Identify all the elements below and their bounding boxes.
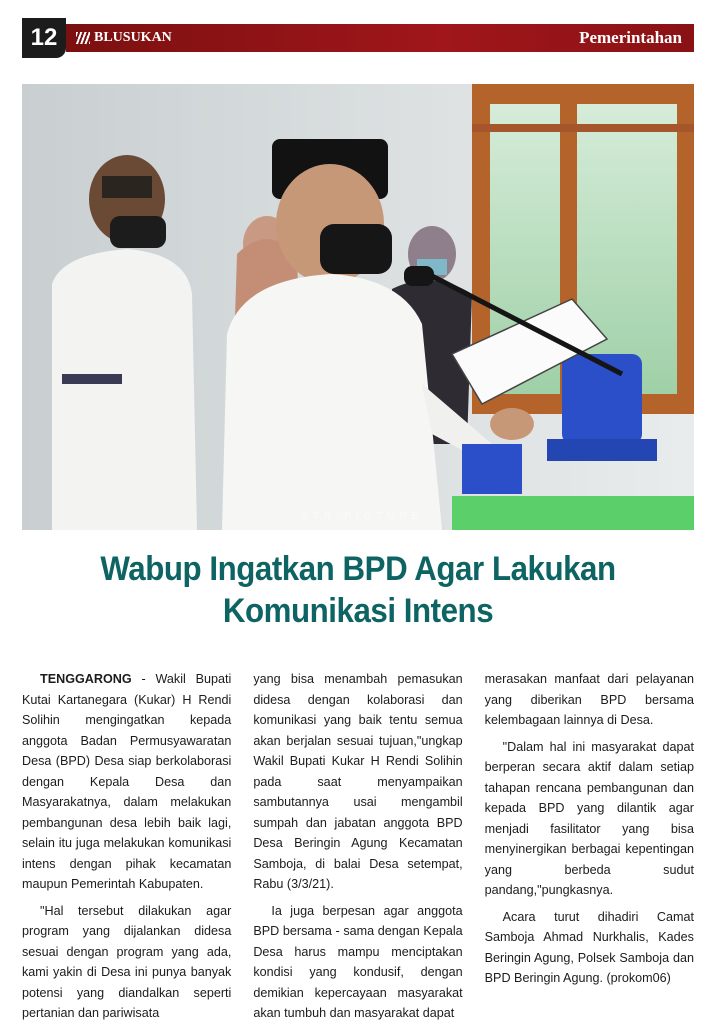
- paragraph-4: "Dalam hal ini masyarakat dapat berperan secara aktif dalam setiap tahapan rencana pembangunan dan kepada BPD yang dilantik agar menjadi fasilitator yang bisa menyinergikan berbagai kepentingan yang berbeda sudut pandang,"pungkasnya.: [484, 739, 694, 897]
- paragraph-3: Ia juga berpesan agar anggota BPD bersama - sama dengan Kepala Desa harus mampu menciptakan kondisi yang kondusif, dengan demikian kepercayaan masyarakat akan tumbuh dan masyarakat dapat: [253, 903, 463, 1020]
- paragraph-5: Acara turut dihadiri Camat Samboja Ahmad Nurkhalis, Kades Beringin Agung, Polsek Samboja dan BPD Beringin Agung. (prokom06): [484, 909, 694, 985]
- stripes-icon: [76, 32, 90, 44]
- article-photo: [22, 84, 694, 530]
- article-headline: [65, 548, 650, 632]
- paragraph-1: [22, 669, 231, 895]
- photo-watermark: ZTR.PICTURE: [302, 511, 424, 522]
- section-name: BLUSUKAN: [94, 30, 172, 45]
- column-1: [22, 669, 232, 1020]
- page-number: 12: [22, 18, 66, 58]
- section-label: [76, 30, 172, 46]
- paragraph-1-text: - Wakil Bupati Kutai Kartanegara (Kukar) H Rendi Solihin mengingatkan kepada anggota Badan Permusyawaratan Desa (BPD) Desa siap berkolaborasi dengan Kepala Desa dan Masyarakatnya, dalam melakukan pembangunan desa lebih baik lagi, selain itu juga melakukan komunikasi intens dengan pihak kecamatan maupun Pemerintah Kabupaten.: [22, 672, 232, 891]
- paragraph-2-continued: yang bisa menambah pemasukan didesa dengan kolaborasi dan komunikasi yang baik tentu semua akan berjalan sesuai tujuan,"ungkap Wakil Bupati Kukar H Rendi Solihin pada saat menyampaikan sambutannya usai mengambil sumpah dan jabatan anggota BPD Desa Beringin Agung Kecamatan Samboja, di balai Desa setempat, Rabu (3/3/21).: [253, 672, 463, 891]
- category-label: Pemerintahan: [579, 28, 682, 47]
- article-body: [22, 669, 694, 1020]
- headline-line-2: Komunikasi Intens: [222, 592, 494, 630]
- photo-illustration: [22, 84, 694, 530]
- headline-line-1: Wabup Ingatkan BPD Agar Lakukan: [100, 550, 616, 588]
- column-2: [253, 669, 463, 1020]
- section-header-bar: [66, 24, 694, 52]
- paragraph-3-continued: merasakan manfaat dari pelayanan yang diberikan BPD bersama kelembagaan lainnya di Desa.: [484, 672, 694, 727]
- paragraph-2: "Hal tersebut dilakukan agar program yang dijalankan didesa sesuai dengan program yang ada, kami yakin di Desa ini punya banyak potensi yang diandalkan seperti pertanian dan pariwisata: [22, 903, 232, 1020]
- dateline: TENGGARONG: [40, 672, 132, 686]
- column-3: [485, 669, 694, 999]
